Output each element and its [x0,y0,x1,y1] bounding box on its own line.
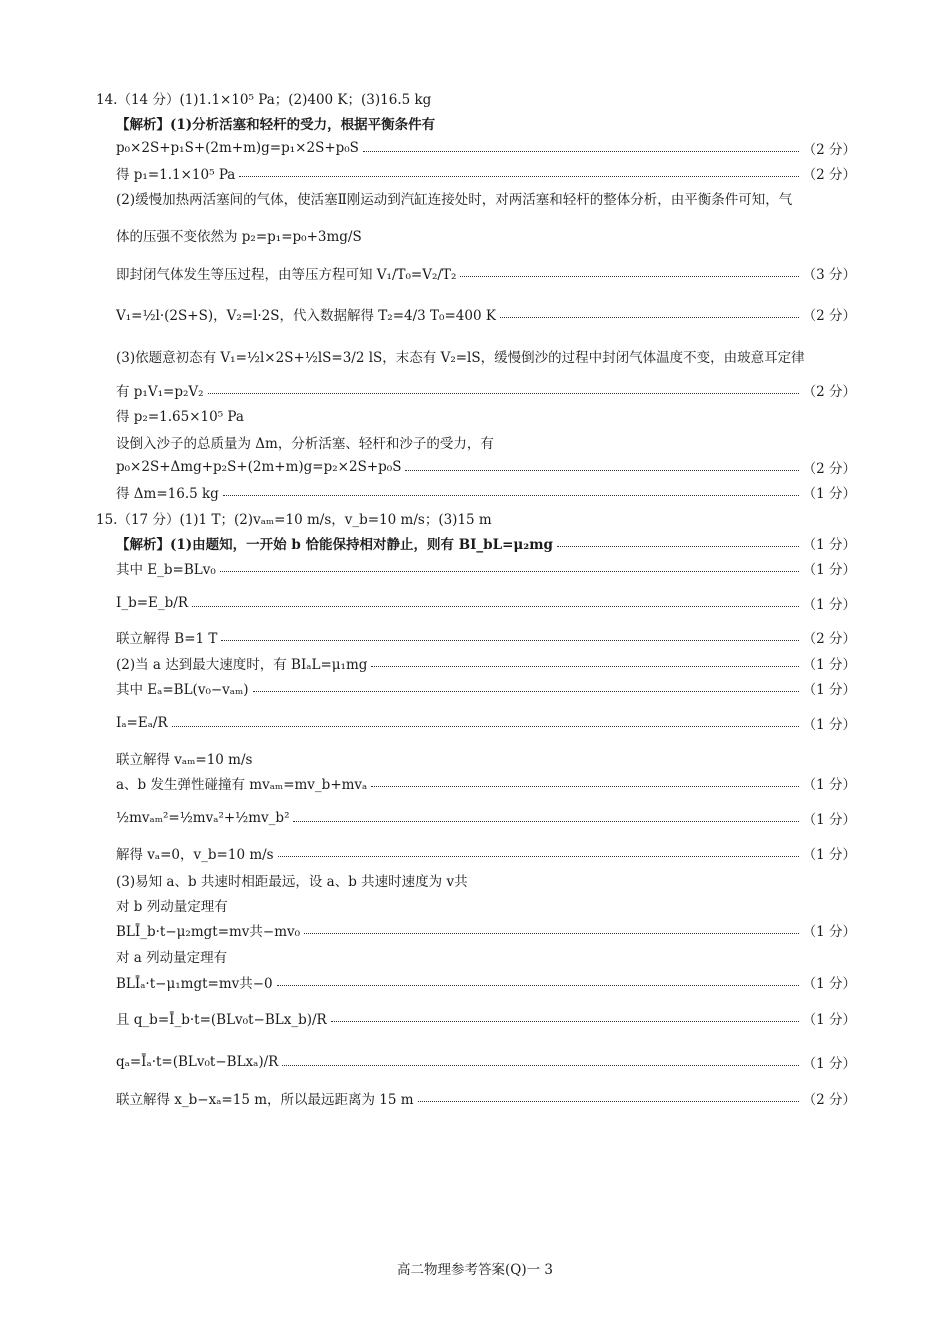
answer-text: 联立解得 x_b−xₐ=15 m，所以最远距离为 15 m [116,1092,414,1108]
score-label: （1 分） [802,682,856,698]
score-label: （1 分） [802,812,856,828]
answer-text: 其中 Eₐ=BL(v₀−vₐₘ) [116,682,249,698]
dot-leader [220,571,799,572]
answer-line [116,678,856,698]
score-label: （2 分） [802,167,856,183]
answer-line [116,946,856,966]
answer-text: a、b 发生弹性碰撞有 mvₐₘ=mv_b+mvₐ [116,777,368,793]
score-label: （1 分） [802,777,856,793]
answer-line [116,263,856,283]
score-label: （2 分） [802,461,856,477]
answer-line [116,1052,856,1072]
answer-text: 设倒入沙子的总质量为 Δm，分析活塞、轻杆和沙子的受力，有 [116,436,494,452]
answer-line [116,920,856,940]
dot-leader [557,546,799,547]
score-label: （1 分） [802,847,856,863]
answer-text: Iₐ=Eₐ/R [116,715,168,731]
answer-text: 联立解得 vₐₘ=10 m/s [116,752,253,768]
answer-line [116,593,856,613]
score-label: （1 分） [802,924,856,940]
page-footer: 高二物理参考答案(Q)一 3 [397,1262,553,1278]
answer-text: ½mvₐₘ²=½mvₐ²+½mv_b² [116,810,290,826]
score-label: （1 分） [802,1056,856,1072]
answer-line [116,304,856,324]
answer-text: 解得 vₐ=0，v_b=10 m/s [116,847,274,863]
score-label: （1 分） [802,562,856,578]
answer-line [116,405,856,425]
answer-line [116,870,856,890]
score-label: （2 分） [802,631,856,647]
score-label: （1 分） [802,976,856,992]
answer-line [116,558,856,578]
answer-text: 14.（14 分）(1)1.1×10⁵ Pa；(2)400 K；(3)16.5 kg [96,92,432,108]
answer-line [116,1008,856,1028]
answer-text: 【解析】(1)由题知，一开始 b 恰能保持相对静止，则有 BI_bL=μ₂mg [116,537,553,553]
answer-line [116,533,856,553]
answer-line [116,346,856,366]
answer-text: 得 Δm=16.5 kg [116,486,219,502]
dot-leader [221,640,798,641]
answer-line [116,972,856,992]
answer-text: (3)易知 a、b 共速时相距最远，设 a、b 共速时速度为 v共 [116,874,468,890]
answer-text: (2)当 a 达到最大速度时，有 BIₐL=μ₁mg [116,657,368,673]
answer-text: BLĪ_b·t−μ₂mgt=mv共−mv₀ [116,924,301,940]
answer-line [116,188,856,208]
dot-leader [304,933,799,934]
dot-leader [405,470,798,471]
answer-line [96,88,836,108]
answer-line [116,808,856,828]
score-label: （1 分） [802,597,856,613]
answer-line [116,773,856,793]
answer-text: qₐ=Īₐ·t=(BLv₀t−BLxₐ)/R [116,1054,279,1070]
answer-text: 得 p₂=1.65×10⁵ Pa [116,409,244,425]
answer-text: (3)依题意初态有 V₁=½l×2S+½lS=3/2 lS，末态有 V₂=lS，缓慢倒沙的过程中封闭气体温度不变，由玻意耳定律 [116,350,805,366]
answer-text: (2)缓慢加热两活塞间的气体，使活塞Ⅱ刚运动到汽缸连接处时，对两活塞和轻杆的整体分析，由平衡条件可知，气 [116,192,793,208]
dot-leader [253,691,799,692]
dot-leader [208,393,799,394]
answer-line [116,482,856,502]
dot-leader [282,1065,798,1066]
dot-leader [418,1101,799,1102]
answer-text: 联立解得 B=1 T [116,631,218,647]
dot-leader [331,1021,799,1022]
score-label: （2 分） [802,384,856,400]
answer-line [96,508,836,528]
answer-line [116,843,856,863]
answer-text: 15.（17 分）(1)1 T；(2)vₐₘ=10 m/s，v_b=10 m/s；(3)15 m [96,512,492,528]
dot-leader [363,151,799,152]
dot-leader [278,856,799,857]
answer-text: V₁=½l·(2S+S)，V₂=l·2S，代入数据解得 T₂=4/3 T₀=400 K [116,308,496,324]
score-label: （1 分） [802,486,856,502]
answer-text: I_b=E_b/R [116,595,188,611]
answer-text: 对 a 列动量定理有 [116,950,228,966]
score-label: （3 分） [802,267,856,283]
score-label: （2 分） [802,1092,856,1108]
dot-leader [239,176,798,177]
answer-line [116,138,856,158]
answer-line [116,627,856,647]
answer-line [116,1088,856,1108]
answer-text: p₀×2S+Δmg+p₂S+(2m+m)g=p₂×2S+p₀S [116,459,402,475]
dot-leader [172,726,799,727]
answer-line [116,225,856,245]
dot-leader [500,317,799,318]
score-label: （1 分） [802,537,856,553]
dot-leader [293,821,798,822]
answer-line [116,113,856,133]
answer-line [116,163,856,183]
score-label: （1 分） [802,1012,856,1028]
answer-line [116,895,856,915]
answer-line [116,713,856,733]
score-label: （2 分） [802,308,856,324]
answer-text: 得 p₁=1.1×10⁵ Pa [116,167,236,183]
answer-line [116,653,856,673]
answer-text: BLĪₐ·t−μ₁mgt=mv共−0 [116,976,273,992]
score-label: （1 分） [802,657,856,673]
dot-leader [371,666,798,667]
dot-leader [223,495,799,496]
answer-line [116,380,856,400]
answer-line [116,457,856,477]
answer-line [116,748,856,768]
dot-leader [371,786,798,787]
answer-text: 【解析】(1)分析活塞和轻杆的受力，根据平衡条件有 [116,117,436,133]
answer-text: p₀×2S+p₁S+(2m+m)g=p₁×2S+p₀S [116,140,359,156]
answer-line [116,432,856,452]
answer-text: 有 p₁V₁=p₂V₂ [116,384,204,400]
answer-text: 对 b 列动量定理有 [116,899,228,915]
answer-text: 其中 E_b=BLv₀ [116,562,216,578]
dot-leader [277,985,799,986]
dot-leader [460,276,798,277]
score-label: （2 分） [802,142,856,158]
answer-text: 体的压强不变依然为 p₂=p₁=p₀+3mg/S [116,229,362,245]
score-label: （1 分） [802,717,856,733]
dot-leader [192,606,799,607]
answer-text: 即封闭气体发生等压过程，由等压方程可知 V₁/T₀=V₂/T₂ [116,267,457,283]
answer-text: 且 q_b=Ī_b·t=(BLv₀t−BLx_b)/R [116,1012,327,1028]
